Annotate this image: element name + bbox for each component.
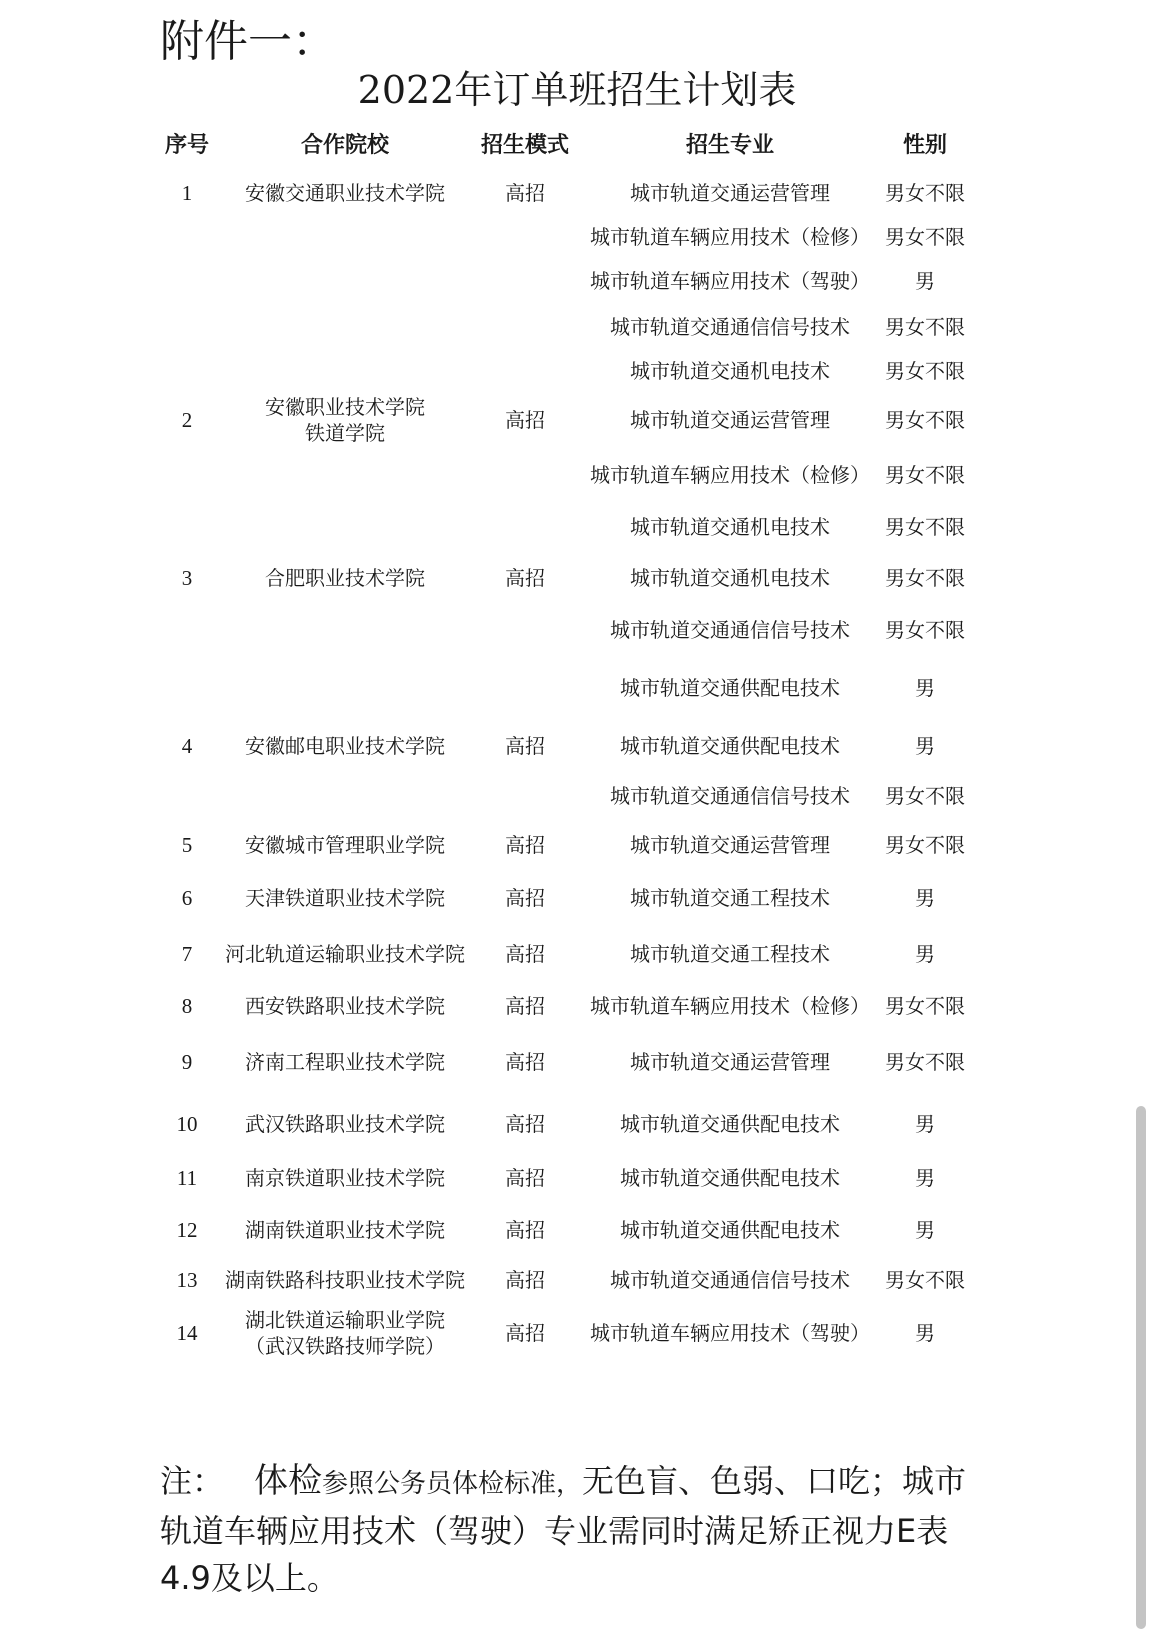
major-name: 城市轨道交通运营管理 <box>630 408 830 432</box>
row-number: 8 <box>181 994 193 1018</box>
gender-requirement: 男 <box>915 942 935 966</box>
school-name: 安徽城市管理职业学院 <box>245 833 445 857</box>
row-number: 4 <box>181 734 193 758</box>
major-name: 城市轨道交通机电技术 <box>630 515 830 539</box>
major-name: 城市轨道交通通信信号技术 <box>610 315 850 339</box>
enroll-mode: 高招 <box>505 408 545 432</box>
gender-requirement: 男女不限 <box>885 515 965 539</box>
enroll-mode: 高招 <box>505 1166 545 1190</box>
school-name: 湖南铁道职业技术学院 <box>245 1218 445 1242</box>
enroll-mode: 高招 <box>505 734 545 758</box>
gender-requirement: 男 <box>915 1166 935 1190</box>
major-name: 城市轨道交通供配电技术 <box>620 1112 840 1136</box>
gender-requirement: 男女不限 <box>885 315 965 339</box>
major-name: 城市轨道车辆应用技术（检修） <box>590 994 870 1018</box>
note-lead: 体检 <box>254 1461 323 1501</box>
major-name: 城市轨道交通机电技术 <box>630 359 830 383</box>
note-label: 注： <box>160 1462 225 1500</box>
school-name: 南京铁道职业技术学院 <box>245 1166 445 1190</box>
gender-requirement: 男女不限 <box>885 359 965 383</box>
major-name: 城市轨道交通供配电技术 <box>620 1218 840 1242</box>
scrollbar[interactable] <box>1136 1106 1146 1629</box>
gender-requirement: 男女不限 <box>885 618 965 642</box>
row-number: 7 <box>181 942 193 966</box>
major-name: 城市轨道车辆应用技术（检修） <box>590 225 870 249</box>
enroll-mode: 高招 <box>505 1112 545 1136</box>
enroll-mode: 高招 <box>505 1050 545 1074</box>
enroll-mode: 高招 <box>505 886 545 910</box>
enroll-mode: 高招 <box>505 1321 545 1345</box>
gender-requirement: 男 <box>915 676 935 700</box>
school-name: 济南工程职业技术学院 <box>245 1050 445 1074</box>
school-name: 武汉铁路职业技术学院 <box>245 1112 445 1136</box>
school-name: 天津铁道职业技术学院 <box>245 886 445 910</box>
gender-requirement: 男女不限 <box>885 463 965 487</box>
school-name: 安徽职业技术学院 铁道学院 <box>265 395 425 445</box>
gender-requirement: 男 <box>915 269 935 293</box>
major-name: 城市轨道交通通信信号技术 <box>610 1268 850 1292</box>
gender-requirement: 男 <box>915 1112 935 1136</box>
major-name: 城市轨道交通机电技术 <box>630 566 830 590</box>
gender-requirement: 男女不限 <box>885 1050 965 1074</box>
enroll-mode: 高招 <box>505 942 545 966</box>
row-number: 3 <box>181 566 193 590</box>
gender-requirement: 男 <box>915 734 935 758</box>
gender-requirement: 男女不限 <box>885 833 965 857</box>
major-name: 城市轨道交通工程技术 <box>630 942 830 966</box>
gender-requirement: 男女不限 <box>885 181 965 205</box>
gender-requirement: 男 <box>915 1218 935 1242</box>
gender-requirement: 男女不限 <box>885 1268 965 1292</box>
school-name: 合肥职业技术学院 <box>265 566 425 590</box>
row-number: 5 <box>181 833 193 857</box>
major-name: 城市轨道交通运营管理 <box>630 181 830 205</box>
enroll-mode: 高招 <box>505 833 545 857</box>
school-name: 湖南铁路科技职业技术学院 <box>225 1268 465 1292</box>
note-rest: 无色盲、色弱、口吃；城市轨道车辆应用技术（驾驶）专业需同时满足矫正视力E表4.9及以上。 <box>160 1462 967 1597</box>
row-number: 1 <box>181 181 193 205</box>
major-name: 城市轨道车辆应用技术（驾驶） <box>590 269 870 293</box>
major-name: 城市轨道交通运营管理 <box>630 1050 830 1074</box>
row-number: 10 <box>176 1112 198 1136</box>
enroll-mode: 高招 <box>505 181 545 205</box>
school-name: 河北轨道运输职业技术学院 <box>225 942 465 966</box>
gender-requirement: 男 <box>915 886 935 910</box>
gender-requirement: 男女不限 <box>885 566 965 590</box>
enroll-mode: 高招 <box>505 1268 545 1292</box>
header-no: 序号 <box>164 133 209 158</box>
major-name: 城市轨道交通通信信号技术 <box>610 784 850 808</box>
row-number: 12 <box>176 1218 198 1242</box>
row-number: 2 <box>181 408 193 432</box>
gender-requirement: 男女不限 <box>885 225 965 249</box>
row-number: 14 <box>176 1321 198 1345</box>
row-number: 6 <box>181 886 193 910</box>
note-small: 参照公务员体检标准， <box>322 1469 583 1499</box>
header-school: 合作院校 <box>300 133 389 158</box>
row-number: 11 <box>176 1166 198 1190</box>
page-title: 2022年订单班招生计划表 <box>357 68 797 112</box>
school-name: 安徽邮电职业技术学院 <box>245 734 445 758</box>
header-mode: 招生模式 <box>480 133 569 158</box>
row-number: 13 <box>176 1268 198 1292</box>
enroll-mode: 高招 <box>505 1218 545 1242</box>
major-name: 城市轨道交通通信信号技术 <box>610 618 850 642</box>
row-number: 9 <box>181 1050 193 1074</box>
school-name: 湖北铁道运输职业学院 （武汉铁路技师学院） <box>245 1308 445 1358</box>
note <box>160 1458 990 1602</box>
enroll-mode: 高招 <box>505 994 545 1018</box>
gender-requirement: 男女不限 <box>885 994 965 1018</box>
enroll-mode: 高招 <box>505 566 545 590</box>
gender-requirement: 男 <box>915 1321 935 1345</box>
major-name: 城市轨道交通工程技术 <box>630 886 830 910</box>
major-name: 城市轨道交通供配电技术 <box>620 676 840 700</box>
school-name: 安徽交通职业技术学院 <box>245 181 445 205</box>
header-gender: 性别 <box>902 133 947 158</box>
major-name: 城市轨道车辆应用技术（驾驶） <box>590 1321 870 1345</box>
school-name: 西安铁路职业技术学院 <box>245 994 445 1018</box>
major-name: 城市轨道交通供配电技术 <box>620 734 840 758</box>
major-name: 城市轨道车辆应用技术（检修） <box>590 463 870 487</box>
major-name: 城市轨道交通供配电技术 <box>620 1166 840 1190</box>
major-name: 城市轨道交通运营管理 <box>630 833 830 857</box>
gender-requirement: 男女不限 <box>885 784 965 808</box>
gender-requirement: 男女不限 <box>885 408 965 432</box>
header-major: 招生专业 <box>685 133 774 158</box>
attachment-label: 附件一： <box>160 16 336 67</box>
